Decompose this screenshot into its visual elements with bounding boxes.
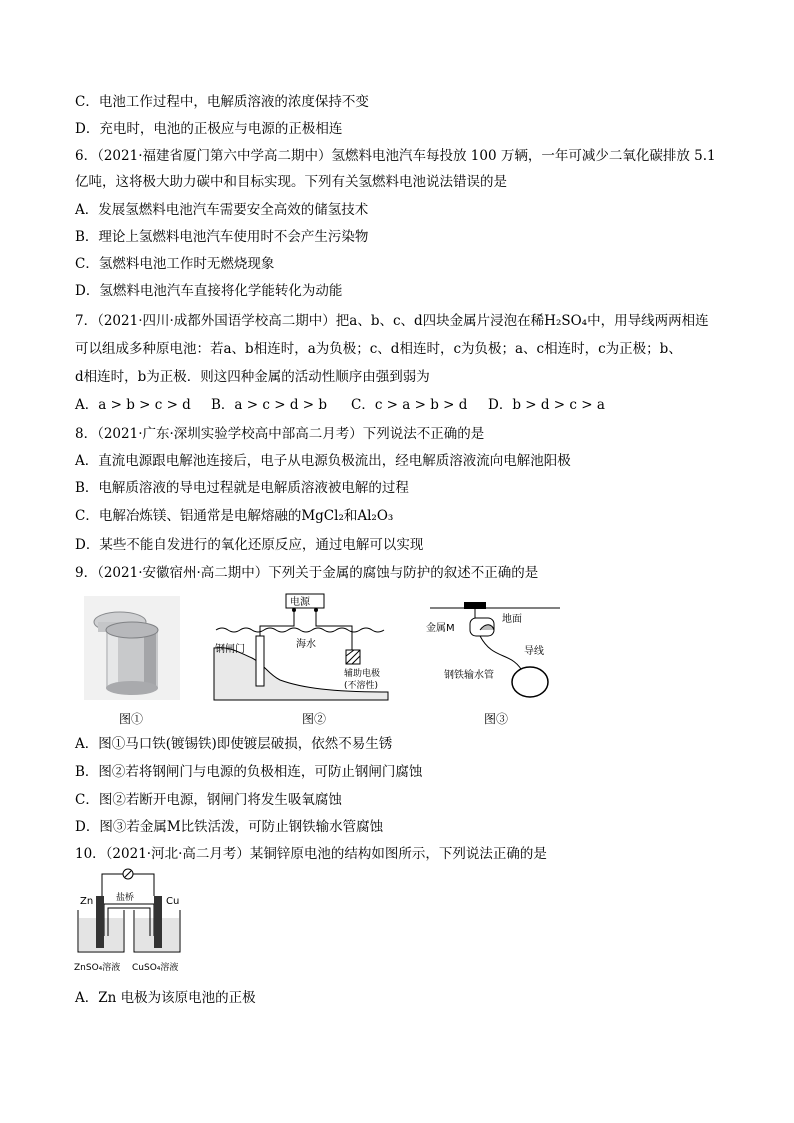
q8-option-a: A．直流电源跟电解池连接后，电子从电源负极流出，经电解质溶液流向电解池阳极 [75, 453, 571, 469]
fig2-aux-label-2: (不溶性) [344, 681, 379, 691]
tin-can-figure [84, 596, 180, 700]
q7-stem-line-3: d相连时，b为正极．则这四种金属的活动性顺序由强到弱为 [75, 369, 430, 385]
q6-option-a: A．发展氢燃料电池汽车需要安全高效的储氢技术 [75, 202, 369, 218]
q7-option-c: C．c > a > b > d [351, 397, 468, 413]
q9-option-c: C．图②若断开电源，钢闸门将发生吸氧腐蚀 [75, 792, 342, 808]
fig3-wire-label: 导线 [524, 646, 544, 657]
q9-option-b: B．图②若将钢闸门与电源的负极相连，可防止钢闸门腐蚀 [75, 764, 423, 780]
q6-option-c: C．氢燃料电池工作时无燃烧现象 [75, 256, 275, 272]
q7-stem-line-2: 可以组成多种原电池：若a、b相连时，a为负极；c、d相连时，c为负极；a、c相连时，c为正极；b、 [75, 341, 682, 357]
fig2-aux-label-1: 辅助电极 [344, 669, 381, 679]
q6-option-b: B．理论上氢燃料电池汽车使用时不会产生污染物 [75, 229, 369, 245]
fig4-bridge-label: 盐桥 [116, 893, 135, 903]
q9-stem: 9．（2021·安徽宿州·高二期中）下列关于金属的腐蚀与防护的叙述不正确的是 [75, 565, 539, 581]
buried-pipe-figure [424, 600, 564, 704]
q10-option-a: A．Zn 电极为该原电池的正极 [75, 990, 256, 1006]
fig4-cu-label: Cu [166, 896, 180, 907]
q8-option-c: C．电解冶炼镁、铝通常是电解熔融的MgCl₂和Al₂O₃ [75, 508, 394, 524]
q7-option-b: B．a > c > d > b [211, 397, 327, 413]
q10-stem: 10．（2021·河北·高二月考）某铜锌原电池的结构如图所示，下列说法正确的是 [75, 846, 547, 862]
option-d-prev: D．充电时，电池的正极应与电源的正极相连 [75, 121, 343, 137]
q7-stem-line-1: 7．（2021·四川·成都外国语学校高二期中）把a、b、c、d四块金属片浸泡在稀H₂SO₄中，用导线两两相连 [75, 313, 709, 329]
q7-option-a: A．a > b > c > d [75, 397, 191, 413]
q7-options-row [75, 395, 605, 415]
q9-option-a: A．图①马口铁(镀锡铁)即使镀层破损，依然不易生锈 [75, 736, 393, 752]
q6-stem-line-1: 6．（2021·福建省厦门第六中学高二期中）氢燃料电池汽车每投放 100 万辆，一年可减少二氧化碳排放 5.1 [75, 148, 716, 164]
zn-cu-cell-figure [74, 866, 190, 978]
q7-option-d: D．b > d > c > a [488, 397, 605, 413]
fig4-znso4-label: ZnSO₄溶液 [74, 963, 121, 973]
fig2-sea-label: 海水 [296, 639, 316, 650]
q9-option-d: D．图③若金属M比铁活泼，可防止钢铁输水管腐蚀 [75, 819, 384, 835]
option-c-prev: C．电池工作过程中，电解质溶液的浓度保持不变 [75, 94, 369, 110]
figure-3-caption: 图③ [484, 712, 509, 726]
fig3-ground-label: 地面 [502, 614, 522, 625]
figure-2-caption: 图② [302, 712, 327, 726]
fig4-zn-label: Zn [80, 896, 94, 907]
steel-gate-figure [212, 592, 392, 702]
fig3-metal-label: 金属M [426, 623, 455, 634]
q6-stem-line-2: 亿吨，这将极大助力碳中和目标实现。下列有关氢燃料电池说法错误的是 [75, 174, 507, 190]
fig2-power-label: 电源 [290, 597, 310, 608]
fig2-gate-label: 钢闸门 [215, 644, 245, 655]
fig4-cuso4-label: CuSO₄溶液 [132, 963, 179, 973]
fig3-pipe-label: 钢铁输水管 [444, 670, 494, 681]
q6-option-d: D．氢燃料电池汽车直接将化学能转化为动能 [75, 283, 343, 299]
q8-stem: 8．（2021·广东·深圳实验学校高中部高二月考）下列说法不正确的是 [75, 426, 485, 442]
q8-option-d: D．某些不能自发进行的氧化还原反应，通过电解可以实现 [75, 537, 424, 553]
q8-option-b: B．电解质溶液的导电过程就是电解质溶液被电解的过程 [75, 480, 409, 496]
figure-1-caption: 图① [119, 712, 144, 726]
